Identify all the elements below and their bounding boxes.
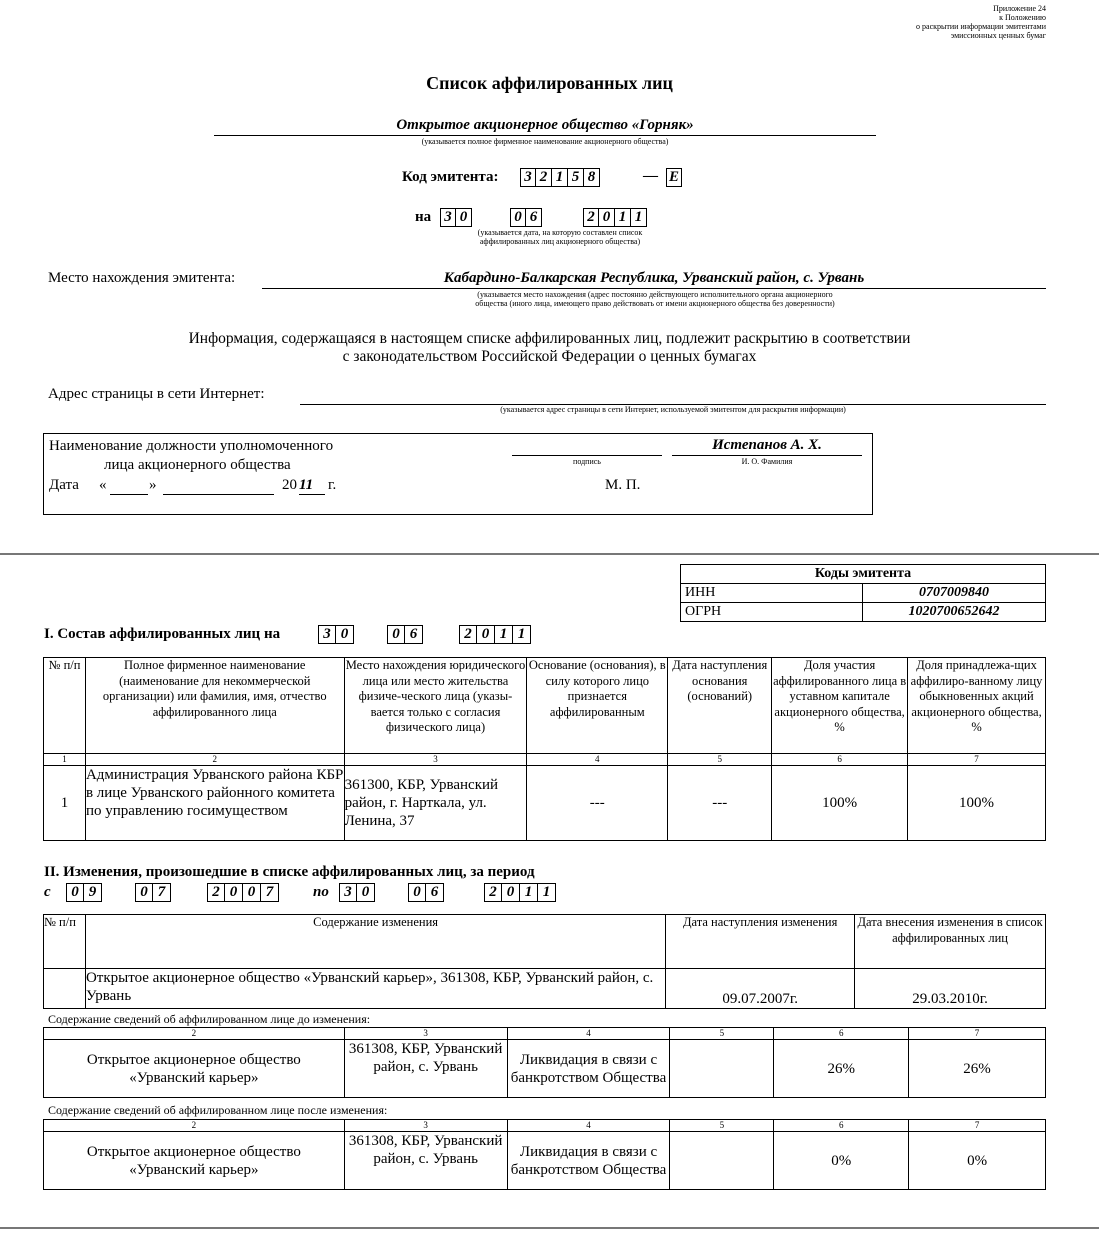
col-number: 4	[527, 754, 668, 766]
col-number: 3	[344, 1028, 507, 1040]
quote-close: »	[149, 477, 157, 493]
name-line	[672, 455, 862, 456]
row-stock: 100%	[908, 766, 1046, 841]
col-number: 2	[85, 754, 344, 766]
to-month	[408, 883, 444, 902]
change-n	[44, 969, 86, 1009]
caption-line: (указывается место нахождения (адрес постоянно действующего исполнительного органа акционерного	[477, 290, 833, 299]
row-share: 100%	[772, 766, 908, 841]
stamp-label: М. П.	[605, 477, 641, 493]
digit-box: 7	[153, 883, 171, 902]
after-name: Открытое акционерное общество «Урванский карьер»	[44, 1132, 345, 1190]
col-number: 7	[908, 754, 1046, 766]
before-label: Содержание сведений об аффилированном лице до изменения:	[48, 1012, 371, 1026]
digit-box: 0	[456, 208, 472, 227]
col-header-share: Доля участия аффилированного лица в уставном капитале акционерного общества, %	[772, 658, 908, 754]
issuer-codes-table	[680, 564, 1046, 622]
from-day	[66, 883, 102, 902]
period-to-label: по	[313, 884, 329, 900]
company-name: Открытое акционерное общество «Горняк»	[396, 117, 694, 133]
digit-box: 0	[408, 883, 426, 902]
col-header-content: Содержание изменения	[85, 915, 665, 969]
caption-line: общества (иного лица, имеющего право действовать от имени акционерного общества без доверенности)	[475, 299, 835, 308]
after-address: 361308, КБР, Урванский район, с. Урвань	[344, 1132, 507, 1190]
col-number: 6	[774, 1120, 909, 1132]
sign-caption: подпись	[573, 457, 601, 466]
location-underline	[262, 288, 1046, 289]
section1-title: I. Состав аффилированных лиц на	[44, 626, 281, 642]
digit-box: 1	[520, 883, 538, 902]
position-line: Наименование должности уполномоченного	[49, 438, 334, 454]
date-label: на	[415, 209, 432, 225]
after-label: Содержание сведений об аффилированном лице после изменения:	[48, 1103, 388, 1117]
digit-box: 8	[584, 168, 600, 187]
digit-box: 3	[520, 168, 536, 187]
appendix-line: к Положению	[999, 13, 1046, 22]
month-line	[163, 494, 274, 495]
issuer-code-digits	[520, 168, 600, 187]
section1-day	[318, 625, 354, 644]
digit-box: 2	[484, 883, 502, 902]
signature-block	[43, 433, 873, 515]
table-row	[44, 766, 1046, 841]
issuer-code-dash: —	[643, 168, 658, 184]
digit-box: 2	[583, 208, 599, 227]
digit-box: 0	[66, 883, 84, 902]
disclosure-text	[0, 330, 1099, 366]
before-table	[43, 1027, 1046, 1098]
inn-label: ИНН	[681, 584, 863, 603]
date-month	[510, 208, 542, 227]
company-caption: (указывается полное фирменное наименование акционерного общества)	[421, 137, 669, 146]
section1-year	[459, 625, 531, 644]
location-label: Место нахождения эмитента:	[48, 270, 236, 286]
digit-box: 0	[225, 883, 243, 902]
caption-line: (указывается дата, на которую составлен список	[477, 228, 643, 237]
from-month	[135, 883, 171, 902]
col-number: 5	[670, 1028, 774, 1040]
digit-box: 0	[243, 883, 261, 902]
col-number: 2	[44, 1120, 345, 1132]
disclosure-line: с законодательством Российской Федерации о ценных бумагах	[342, 348, 757, 365]
issuer-code-suffix	[666, 168, 682, 187]
digit-box: 6	[426, 883, 444, 902]
before-date	[670, 1040, 774, 1098]
row-date: ---	[668, 766, 772, 841]
row-n: 1	[44, 766, 86, 841]
year-prefix: 20	[282, 477, 297, 493]
digit-box: 7	[261, 883, 279, 902]
row-address: 361300, КБР, Урванский район, г. Нарткала, ул. Ленина, 37	[344, 766, 527, 841]
digit-box: 3	[339, 883, 357, 902]
name-caption: И. О. Фамилия	[741, 457, 793, 466]
quote-open: «	[99, 477, 107, 493]
location-value: Кабардино-Балкарская Республика, Урванский район, с. Урвань	[443, 270, 865, 286]
col-number: 7	[909, 1120, 1046, 1132]
col-number: 4	[507, 1028, 670, 1040]
change-event-date: 09.07.2007г.	[666, 969, 855, 1009]
col-header-n: № п/п	[44, 915, 86, 969]
digit-box: 0	[502, 883, 520, 902]
disclosure-line: Информация, содержащаяся в настоящем списке аффилированных лиц, подлежит раскрытию в соответствии	[188, 330, 911, 347]
position-line: лица акционерного общества	[104, 457, 291, 473]
digit-box: 1	[538, 883, 556, 902]
digit-box: 6	[405, 625, 423, 644]
location-caption	[300, 290, 1010, 308]
col-number: 5	[668, 754, 772, 766]
internet-label: Адрес страницы в сети Интернет:	[48, 386, 265, 402]
year-line	[299, 494, 325, 495]
internet-caption: (указывается адрес страницы в сети Интернет, используемой эмитентом для раскрытия информации)	[500, 405, 846, 414]
day-line	[110, 494, 148, 495]
period-from-label: с	[44, 884, 51, 900]
section1-month	[387, 625, 423, 644]
after-basis: Ликвидация в связи с банкротством Общества	[507, 1132, 670, 1190]
change-entry-date: 29.03.2010г.	[855, 969, 1046, 1009]
digit-box: 2	[459, 625, 477, 644]
col-header-n: № п/п	[44, 658, 86, 754]
digit-box: 0	[336, 625, 354, 644]
date-day	[440, 208, 472, 227]
digit-box: 3	[318, 625, 336, 644]
col-header-name: Полное фирменное наименование (наименование для некоммерческой организации) или фамилия, имя, отчество аффилированного лица	[85, 658, 344, 754]
digit-box: 1	[513, 625, 531, 644]
col-header-basis: Основание (основания), в силу которого лицо признается аффилированным	[527, 658, 668, 754]
digit-box: 1	[615, 208, 631, 227]
col-header-event-date: Дата наступления изменения	[666, 915, 855, 969]
digit-box: 0	[477, 625, 495, 644]
col-header-date: Дата наступления основания (оснований)	[668, 658, 772, 754]
codes-title: Коды эмитента	[681, 565, 1046, 584]
before-stock: 26%	[909, 1040, 1046, 1098]
before-basis: Ликвидация в связи с банкротством Общества	[507, 1040, 670, 1098]
section2-title: II. Изменения, произошедшие в списке аффилированных лиц, за период	[44, 864, 535, 880]
digit-box: 1	[631, 208, 647, 227]
col-number: 3	[344, 1120, 507, 1132]
appendix-line: эмиссионных ценных бумаг	[950, 31, 1046, 40]
digit-box: 1	[495, 625, 513, 644]
digit-box: 6	[526, 208, 542, 227]
col-number: 4	[507, 1120, 670, 1132]
before-name: Открытое акционерное общество «Урванский карьер»	[44, 1040, 345, 1098]
before-share: 26%	[774, 1040, 909, 1098]
year-g: г.	[328, 477, 337, 493]
appendix-line: о раскрытии информации эмитентами	[916, 22, 1046, 31]
page-separator	[0, 553, 1099, 555]
digit-box: Е	[666, 168, 682, 187]
table-row	[44, 969, 1046, 1009]
ogrn-value: 1020700652642	[863, 603, 1046, 622]
col-number: 5	[670, 1120, 774, 1132]
before-address: 361308, КБР, Урванский район, с. Урвань	[344, 1040, 507, 1098]
year-suffix: 11	[299, 477, 314, 493]
changes-table	[43, 914, 1046, 1009]
position-title	[49, 437, 333, 475]
signer-name: Истепанов А. Х.	[712, 437, 822, 453]
date-field-label: Дата	[49, 477, 79, 493]
caption-line: аффилированных лиц акционерного общества)	[479, 237, 641, 246]
issuer-code-label: Код эмитента:	[402, 169, 499, 185]
col-number: 6	[772, 754, 908, 766]
to-year	[484, 883, 556, 902]
digit-box: 2	[207, 883, 225, 902]
appendix-line: Приложение 24	[993, 4, 1046, 13]
date-year	[583, 208, 647, 227]
after-table	[43, 1119, 1046, 1190]
sign-line	[512, 455, 662, 456]
change-content: Открытое акционерное общество «Урванский карьер», 361308, КБР, Урванский район, с. Урвань	[85, 969, 665, 1009]
digit-box: 0	[357, 883, 375, 902]
digit-box: 9	[84, 883, 102, 902]
from-year	[207, 883, 279, 902]
col-header-entry-date: Дата внесения изменения в список аффилированных лиц	[855, 915, 1046, 969]
digit-box: 1	[552, 168, 568, 187]
affiliates-table	[43, 657, 1046, 841]
col-number: 2	[44, 1028, 345, 1040]
after-date	[670, 1132, 774, 1190]
table-row	[44, 1040, 1046, 1098]
col-number: 7	[909, 1028, 1046, 1040]
ogrn-label: ОГРН	[681, 603, 863, 622]
digit-box: 0	[510, 208, 526, 227]
inn-value: 0707009840	[863, 584, 1046, 603]
appendix-note	[826, 4, 1046, 40]
col-number: 1	[44, 754, 86, 766]
digit-box: 5	[568, 168, 584, 187]
row-name: Администрация Урванского района КБР в лице Урванского районного комитета по управлению госимуществом	[85, 766, 344, 841]
col-number: 3	[344, 754, 527, 766]
col-header-stock: Доля принадлежа-щих аффилиро-ванному лицу обыкновенных акций акционерного общества, %	[908, 658, 1046, 754]
to-day	[339, 883, 375, 902]
document-title: Список аффилированных лиц	[426, 73, 673, 93]
date-caption	[430, 228, 690, 246]
digit-box: 0	[599, 208, 615, 227]
digit-box: 2	[536, 168, 552, 187]
col-number: 6	[774, 1028, 909, 1040]
company-underline	[214, 135, 876, 136]
digit-box: 0	[135, 883, 153, 902]
row-basis: ---	[527, 766, 668, 841]
after-stock: 0%	[909, 1132, 1046, 1190]
digit-box: 3	[440, 208, 456, 227]
col-header-address: Место нахождения юридического лица или место жительства физиче-ческого лица (указы-вается только с согласия физического лица)	[344, 658, 527, 754]
page-separator	[0, 1227, 1099, 1229]
table-row	[44, 1132, 1046, 1190]
digit-box: 0	[387, 625, 405, 644]
after-share: 0%	[774, 1132, 909, 1190]
